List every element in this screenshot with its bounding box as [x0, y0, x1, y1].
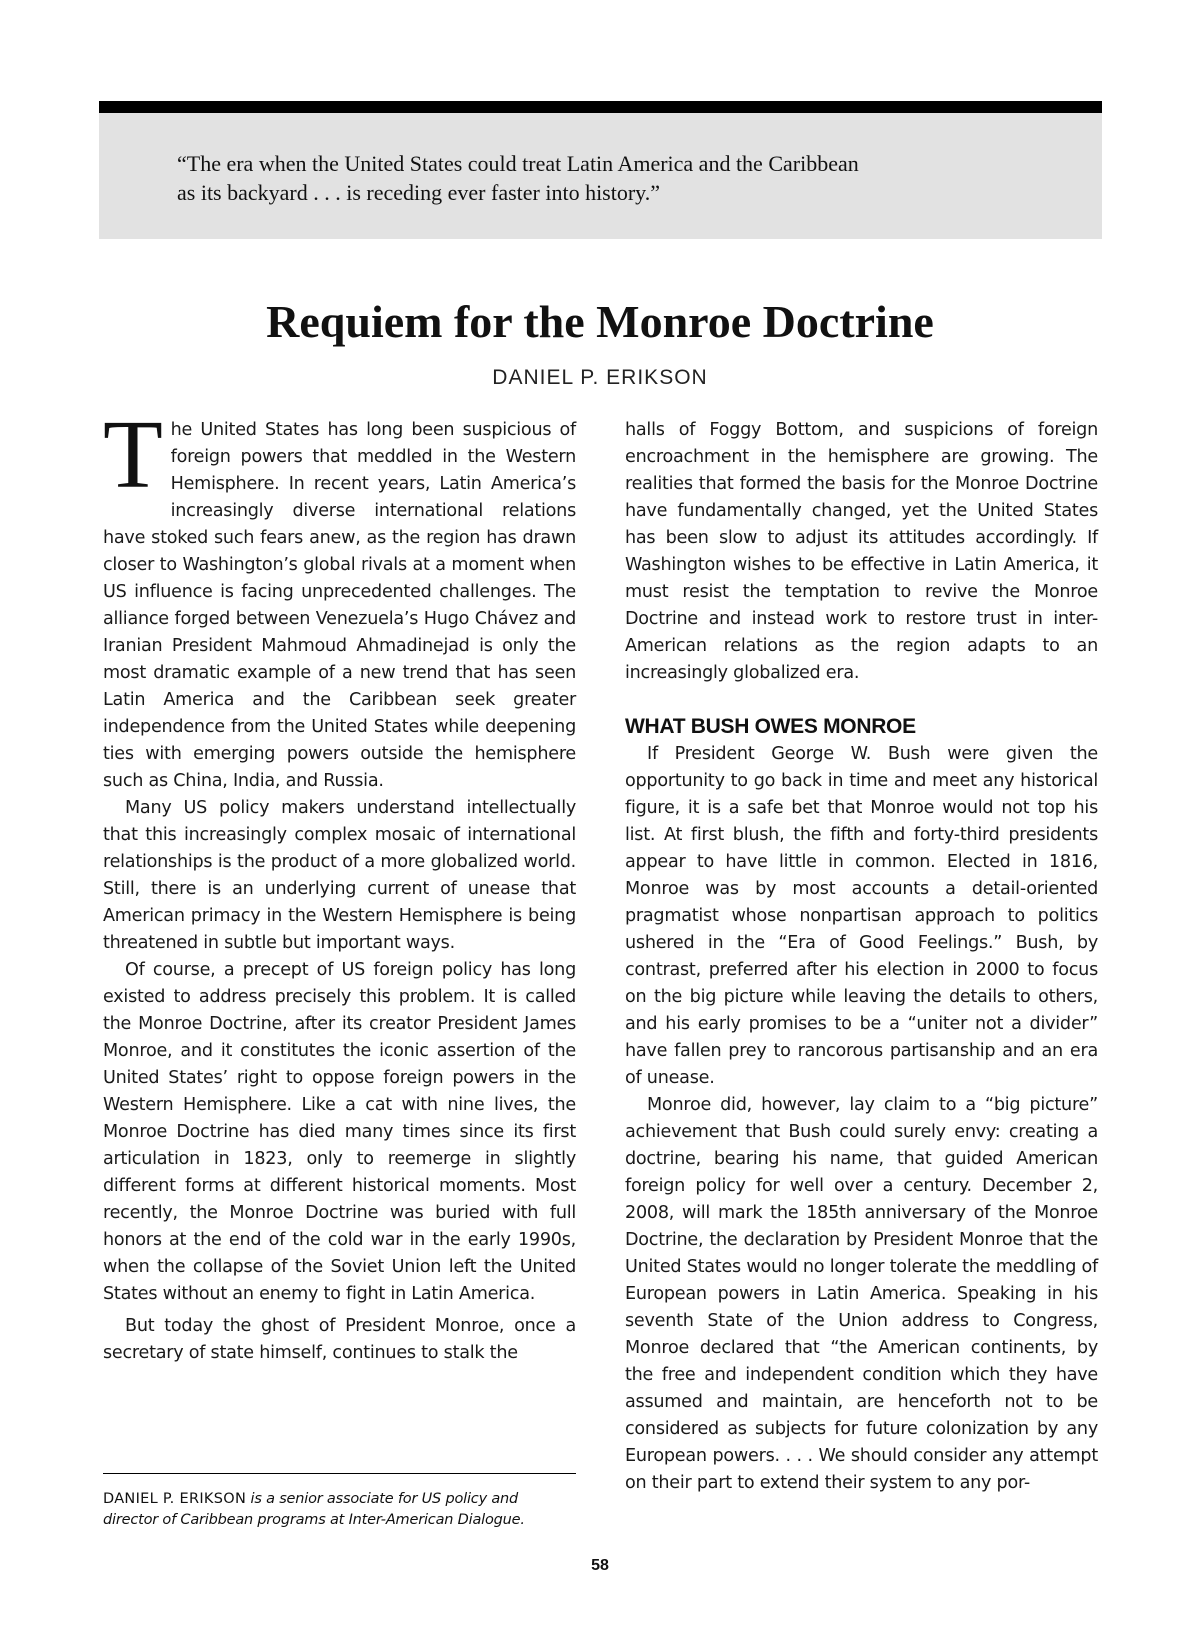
byline: DANIEL P. ERIKSON	[492, 366, 708, 389]
pull-quote	[177, 149, 1057, 207]
paragraph: Of course, a precept of US foreign policy has long existed to address precisely this problem. It is called the Monroe Doctrine, after its creator President James Monroe, and it constitutes the iconic assertion of the United States’ right to oppose foreign powers in the Western Hemisphere. Like a cat with nine lives, the Monroe Doctrine has died many times since its first articulation in 1823, only to reemerge in slightly different forms at different historical moments. Most recently, the Monroe Doctrine was buried with full honors at the end of the cold war in the early 1990s, when the collapse of the Soviet Union left the United States without an enemy to fight in Latin America.	[103, 960, 576, 1304]
article-title: Requiem for the Monroe Doctrine	[266, 296, 934, 347]
pull-quote-line-1: “The era when the United States could treat Latin America and the Caribbean	[177, 151, 859, 176]
author-footnote	[103, 1489, 576, 1531]
right-column	[625, 417, 1098, 1497]
footnote-author-name: DANIEL P. ERIKSON	[103, 1491, 247, 1507]
paragraph: If President George W. Bush were given the opportunity to go back in time and meet any historical figure, it is a safe bet that Monroe would not top his list. At first blush, the fifth and forty-third presidents appear to have little in common. Elected in 1816, Monroe was by most accounts a detail-oriented pragmatist whose nonpartisan approach to politics ushered in the “Era of Good Feelings.” Bush, by contrast, preferred after his election in 2000 to focus on the big picture while leaving the details to others, and his early promises to be a “uniter not a divider” have fallen prey to rancorous partisanship and an era of unease.	[625, 744, 1098, 1088]
drop-cap: T	[103, 401, 163, 509]
paragraph: Monroe did, however, lay claim to a “big picture” achievement that Bush could surely envy: creating a doctrine, bearing his name, that guided American foreign policy for well over a century. December 2, 2008, will mark the 185th anniversary of the Monroe Doctrine, the declaration by President Monroe that the United States would no longer tolerate the meddling of European powers in Latin America. Speaking in his seventh State of the Union address to Congress, Monroe declared that “the American continents, by the free and independent condition which they have assumed and maintain, are henceforth not to be considered as subjects for future colonization by any European powers. . . . We should consider any attempt on their part to extend their system to any por-	[625, 1095, 1098, 1493]
paragraph: halls of Foggy Bottom, and suspicions of foreign encroachment in the hemisphere are growing. The realities that formed the basis for the Monroe Doctrine have fundamentally changed, yet the United States has been slow to adjust its attitudes accordingly. If Washington wishes to be effective in Latin America, it must resist the temptation to revive the Monroe Doctrine and instead work to restore trust in inter-American relations as the region adapts to an increasingly globalized era.	[625, 420, 1098, 683]
pull-quote-line-2: as its backyard . . . is receding ever faster into history.”	[177, 180, 661, 205]
footnote-text: is a senior associate for US policy and director of Caribbean programs at Inter-American Dialogue.	[103, 1491, 525, 1528]
left-column	[103, 401, 576, 1367]
paragraph: Many US policy makers understand intellectually that this increasingly complex mosaic of international relationships is the product of a more globalized world. Still, there is an underlying current of unease that American primacy in the Western Hemisphere is being threatened in subtle but important ways.	[103, 798, 576, 953]
footnote-rule	[103, 1473, 576, 1474]
top-rule	[99, 101, 1102, 113]
paragraph: But today the ghost of President Monroe, once a secretary of state himself, continues to stalk the	[103, 1316, 576, 1363]
paragraph: he United States has long been suspicious of foreign powers that meddled in the Western Hemisphere. In recent years, Latin America’s increasingly diverse international relations have stoked such fears anew, as the region has drawn closer to Washington’s global rivals at a moment when US influence is facing unprecedented challenges. The alliance forged between Venezuela’s Hugo Chávez and Iranian President Mahmoud Ahmadinejad is only the most dramatic example of a new trend that has seen Latin America and the Caribbean seek greater independence from the United States while deepening ties with emerging powers outside the hemisphere such as China, India, and Russia.	[103, 420, 576, 791]
page-number: 58	[591, 1557, 609, 1574]
section-heading: WHAT BUSH OWES MONROE	[625, 715, 916, 738]
